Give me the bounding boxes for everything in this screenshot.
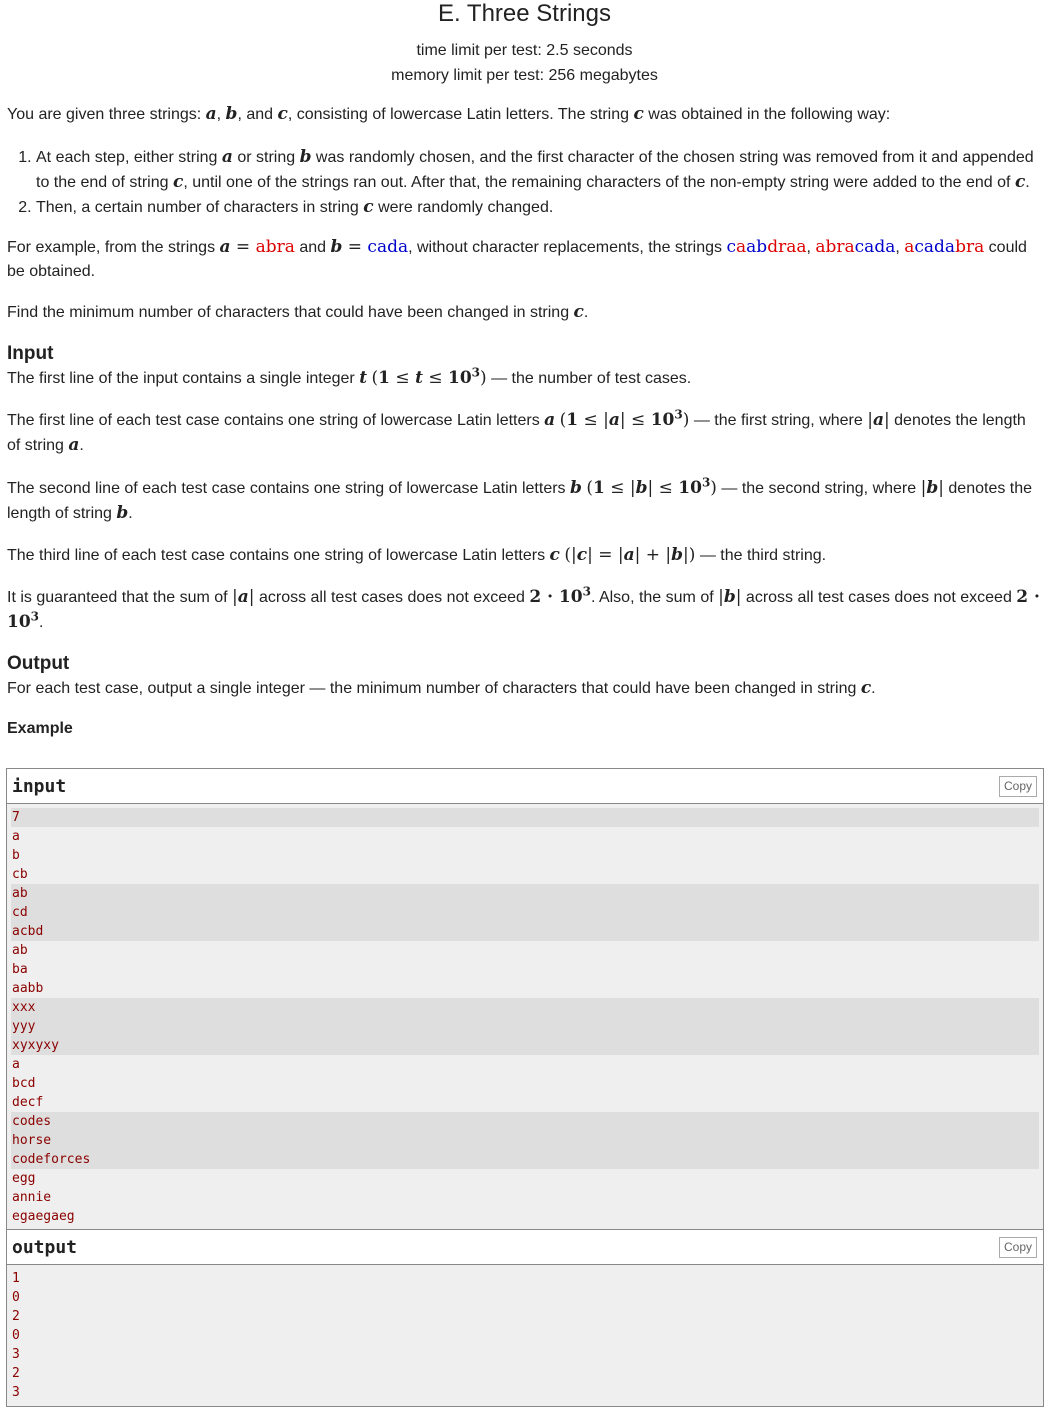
sample-input-line: ab (12, 943, 28, 958)
sample-input-line: b (12, 848, 20, 863)
copy-input-button[interactable]: Copy (999, 776, 1037, 797)
step-1: 1. At each step, either string a or string b was randomly chosen, and the first character of the chosen string was removed from it and appended to the end of string c, until one of the strings ran out. After that, the remaining characters of the non-empty string were added to the end of c. (36, 145, 1041, 195)
sample-input-line: annie (12, 1190, 52, 1205)
time-limit: time limit per test: 2.5 seconds (416, 42, 633, 59)
sample-output-line: 0 (12, 1290, 20, 1305)
sample-output-label: output (12, 1237, 78, 1258)
sample-input-line: ab (11, 884, 1039, 903)
sample-input-line: egaegaeg (12, 1209, 75, 1224)
sample-output-header (7, 1230, 1043, 1265)
sample-input-line: decf (12, 1095, 44, 1110)
sample-output-line: 0 (12, 1328, 20, 1343)
sample-input-line: bcd (12, 1076, 36, 1091)
step-2: 2. Then, a certain number of characters in string c were randomly changed. (36, 195, 1041, 220)
sample-input-box (6, 768, 1044, 1230)
example-string-1: caabdraa (726, 237, 807, 257)
sample-input-line: ba (12, 962, 28, 977)
output-heading: Output (7, 653, 70, 674)
sample-output-line: 3 (12, 1347, 20, 1362)
input-line-4: The third line of each test case contains one string of lowercase Latin letters c (|c| = |a| + |b|) — the third string. (7, 545, 827, 565)
process-steps (0, 145, 1041, 220)
sample-input-line: cb (12, 867, 28, 882)
sample-input-line: codeforces (11, 1150, 1039, 1169)
sample-output-lines (7, 1265, 1043, 1404)
sample-output-line: 3 (12, 1385, 20, 1400)
sample-input-line: aabb (12, 981, 44, 996)
sample-input-line: xyxyxy (11, 1036, 1039, 1055)
sample-input-line: horse (11, 1131, 1039, 1150)
problem-title: E. Three Strings (438, 0, 611, 27)
statement-example: For example, from the strings a = abra and b = cada, without character replacements, the strings caabdraa, abracada, acadabra could be obtained. (7, 237, 1027, 280)
statement-intro: You are given three strings: a, b, and c, consisting of lowercase Latin letters. The string c was obtained in the following way: (7, 104, 891, 124)
example-string-2: abracada (815, 237, 896, 257)
sample-output-line: 2 (12, 1366, 20, 1381)
sample-input-header (7, 769, 1043, 804)
input-line-2: The first line of each test case contains one string of lowercase Latin letters a $(1 \le |a| \le 10^3)$ — the first string, where |a| denotes the length of string a. (7, 407, 1026, 455)
sample-input-line: egg (12, 1171, 36, 1186)
sample-input-line: 7 (11, 808, 1039, 827)
sample-input-line: acbd (11, 922, 1039, 941)
sample-input-line: xxx (11, 998, 1039, 1017)
input-heading: Input (7, 343, 54, 364)
sample-input-lines (7, 804, 1043, 1228)
sample-output-box (6, 1229, 1044, 1407)
sample-output-line: 1 (12, 1271, 20, 1286)
output-description: For each test case, output a single integer — the minimum number of characters that could have been changed in string c. (7, 678, 876, 698)
input-line-5: It is guaranteed that the sum of |a| across all test cases does not exceed $2 \cdot 10^3$. Also, the sum of |b| across all test cases does not exceed $2 \cdot 10^3$. (7, 584, 1040, 632)
copy-output-button[interactable]: Copy (999, 1237, 1037, 1258)
example-heading: Example (7, 720, 73, 737)
example-string-3: acadabra (904, 237, 985, 257)
sample-input-line: cd (11, 903, 1039, 922)
memory-limit: memory limit per test: 256 megabytes (391, 67, 658, 84)
input-line-1: The first line of the input contains a single integer t $(1 \le t \le 10^3)$ — the number of test cases. (7, 365, 692, 388)
statement-find: Find the minimum number of characters that could have been changed in string c. (7, 302, 589, 322)
problem-header (0, 0, 1049, 88)
sample-input-label: input (12, 776, 67, 797)
sample-input-line: yyy (11, 1017, 1039, 1036)
sample-input-line: a (12, 1057, 20, 1072)
sample-output-line: 2 (12, 1309, 20, 1324)
sample-input-line: a (12, 829, 20, 844)
sample-input-line: codes (11, 1112, 1039, 1131)
input-line-3: The second line of each test case contains one string of lowercase Latin letters b $(1 \le |b| \le 10^3)$ — the second string, where |b| denotes the length of string b. (7, 475, 1033, 523)
